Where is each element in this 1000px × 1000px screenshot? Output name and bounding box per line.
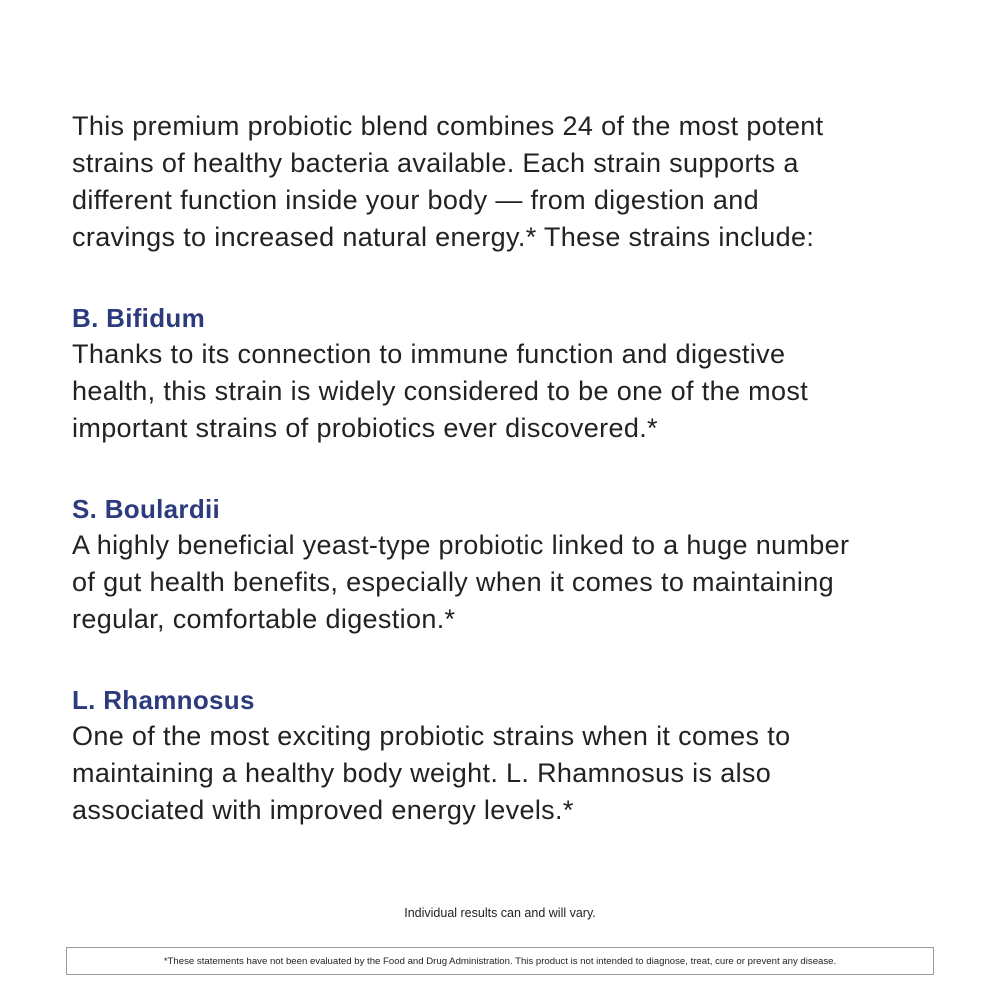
strain-description [72,718,972,829]
fda-disclaimer-box [66,947,934,975]
intro-line: This premium probiotic blend combines 24 of the most potent [72,111,824,141]
strain-description [72,336,972,447]
strain-description-line: associated with improved energy levels.* [72,795,574,825]
strain-section-rhamnosus [72,682,972,829]
strain-description-line: important strains of probiotics ever discovered.* [72,413,658,443]
strain-section-bifidum [72,300,972,447]
strain-description-line: One of the most exciting probiotic strains when it comes to [72,721,791,751]
main-content [72,108,972,829]
strain-description-line: Thanks to its connection to immune function and digestive [72,339,786,369]
strain-description-line: of gut health benefits, especially when it comes to maintaining [72,567,834,597]
strain-description-line: maintaining a healthy body weight. L. Rhamnosus is also [72,758,772,788]
strain-description [72,527,972,638]
strain-heading: B. Bifidum [72,303,205,333]
intro-line: cravings to increased natural energy.* These strains include: [72,222,815,252]
fda-disclaimer-text: *These statements have not been evaluated by the Food and Drug Administration. This product is not intended to diagnose, treat, cure or prevent any disease. [163,955,837,967]
intro-line: strains of healthy bacteria available. Each strain supports a [72,148,799,178]
results-note: Individual results can and will vary. [404,906,596,920]
strain-description-line: A highly beneficial yeast-type probiotic linked to a huge number [72,530,850,560]
strain-section-boulardii [72,491,972,638]
strain-description-line: regular, comfortable digestion.* [72,604,456,634]
strain-description-line: health, this strain is widely considered to be one of the most [72,376,809,406]
intro-line: different function inside your body — from digestion and [72,185,759,215]
strain-heading: S. Boulardii [72,494,221,524]
strain-heading: L. Rhamnosus [72,685,255,715]
intro-paragraph [72,108,972,256]
